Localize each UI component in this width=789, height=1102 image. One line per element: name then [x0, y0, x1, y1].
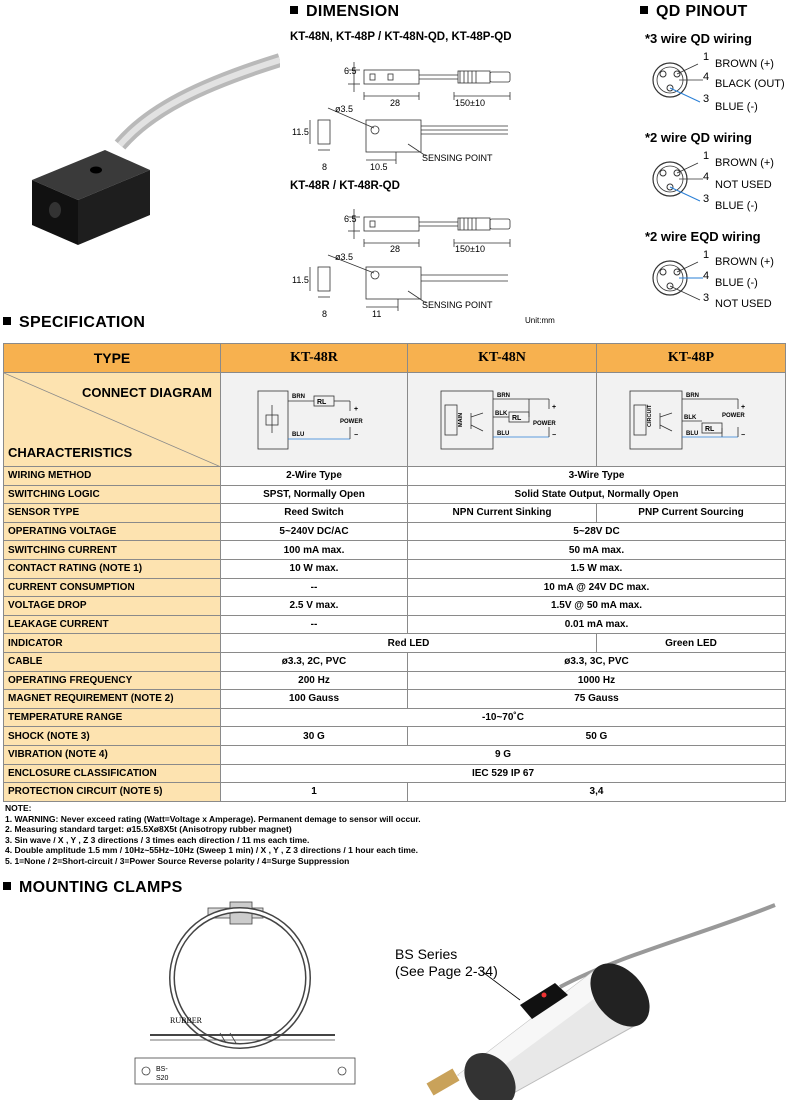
spec-cell: 5~28V DC — [408, 522, 786, 541]
spec-cell: 1 — [221, 783, 408, 802]
spec-row — [4, 783, 786, 802]
spec-cell: 3,4 — [408, 783, 786, 802]
diag-power: POWER — [533, 420, 556, 427]
spec-cell: NPN Current Sinking — [408, 504, 597, 523]
dimension-title: DIMENSION — [290, 3, 399, 21]
spec-cell: 2.5 V max. — [221, 597, 408, 616]
pin-label: BLUE (-) — [715, 200, 758, 212]
dim-a-115: 11.5 — [292, 127, 309, 137]
spec-row-label: MAGNET REQUIREMENT (NOTE 2) — [4, 690, 221, 709]
qd-group-title: *2 wire EQD wiring — [645, 229, 761, 244]
spec-row-label: SENSOR TYPE — [4, 504, 221, 523]
spec-cell: 50 G — [408, 727, 786, 746]
note-line: 5. 1=None / 2=Short-circuit / 3=Power Source Reverse polarity / 4=Surge Suppression — [5, 855, 350, 866]
connect-diagram-row — [4, 373, 786, 467]
pin-number: 3 — [703, 292, 710, 304]
dimension-model-b: KT-48R / KT-48R-QD — [290, 180, 400, 192]
spec-cell: PNP Current Sourcing — [597, 504, 786, 523]
spec-cell: 100 mA max. — [221, 541, 408, 560]
dim-a-150: 150±10 — [455, 98, 485, 108]
spec-cell: Reed Switch — [221, 504, 408, 523]
spec-row — [4, 727, 786, 746]
notes — [5, 803, 421, 866]
mounting-clamps-title: MOUNTING CLAMPS — [3, 879, 183, 897]
spec-header-row — [4, 344, 786, 373]
spec-cell: 2-Wire Type — [221, 467, 408, 486]
type-header: TYPE — [4, 344, 221, 373]
qd-group-title: *3 wire QD wiring — [645, 31, 752, 46]
spec-row-label: PROTECTION CIRCUIT (NOTE 5) — [4, 783, 221, 802]
spec-row-label: OPERATING FREQUENCY — [4, 671, 221, 690]
dim-b-11: 11 — [372, 309, 382, 319]
connect-diagram-label-cell — [4, 373, 221, 467]
dim-b-65: 6.5 — [344, 214, 357, 224]
connector-icon — [648, 58, 708, 108]
spec-row — [4, 615, 786, 634]
diag-brn: BRN — [686, 392, 699, 399]
spec-row-label: VIBRATION (NOTE 4) — [4, 745, 221, 764]
spec-row-label: ENCLOSURE CLASSIFICATION — [4, 764, 221, 783]
spec-row-label: WIRING METHOD — [4, 467, 221, 486]
model-header: KT-48R — [221, 344, 408, 373]
spec-row-label: SWITCHING LOGIC — [4, 485, 221, 504]
spec-cell: Red LED — [221, 634, 597, 653]
diag-minus: − — [552, 431, 557, 439]
note-line: 4. Double amplitude 1.5 mm / 10Hz~55Hz~10Hz (Sweep 1 min) / X , Y , Z 3 directions / 1 hour each time. — [5, 845, 419, 855]
diag-minus: − — [741, 431, 746, 439]
spec-cell: Green LED — [597, 634, 786, 653]
product-photo — [10, 50, 280, 255]
spec-cell: -- — [221, 615, 408, 634]
dim-a-sensing: SENSING POINT — [422, 153, 493, 163]
pin-label: BLUE (-) — [715, 101, 758, 113]
spec-row-label: INDICATOR — [4, 634, 221, 653]
spec-cell: Solid State Output, Normally Open — [408, 485, 786, 504]
pin-label: NOT USED — [715, 179, 772, 191]
diag-plus: + — [552, 403, 557, 411]
diagram-kt48p — [597, 373, 786, 467]
diag-power: POWER — [340, 418, 363, 425]
spec-cell: 10 mA @ 24V DC max. — [408, 578, 786, 597]
diag-main: MAIN — [458, 412, 464, 427]
notes-title: NOTE: — [5, 803, 32, 813]
pin-label: NOT USED — [715, 298, 772, 310]
spec-cell: 5~240V DC/AC — [221, 522, 408, 541]
spec-row — [4, 764, 786, 783]
spec-cell: 9 G — [221, 745, 786, 764]
qd-group-title: *2 wire QD wiring — [645, 130, 752, 145]
spec-cell: 50 mA max. — [408, 541, 786, 560]
diag-blu: BLU — [497, 430, 510, 437]
spec-cell: 10 W max. — [221, 559, 408, 578]
pin-label: BROWN (+) — [715, 157, 774, 169]
spec-row — [4, 504, 786, 523]
diag-blk: BLK — [495, 410, 508, 417]
dim-a-105: 10.5 — [370, 162, 388, 172]
spec-row — [4, 708, 786, 727]
spec-cell: -- — [221, 578, 408, 597]
pin-number: 3 — [703, 93, 710, 105]
spec-row-label: SWITCHING CURRENT — [4, 541, 221, 560]
diag-rl: RL — [512, 414, 522, 422]
dim-b-8: 8 — [322, 309, 328, 319]
pin-number: 1 — [703, 150, 710, 162]
note-line: 2. Measuring standard target: ø15.5Xø8X5t (Anisotropy rubber magnet) — [5, 824, 292, 834]
qd-pinout-title: QD PINOUT — [640, 3, 748, 21]
spec-row — [4, 652, 786, 671]
connector-icon — [648, 157, 708, 207]
spec-row-label: CURRENT CONSUMPTION — [4, 578, 221, 597]
unit-label: Unit:mm — [525, 316, 555, 325]
spec-table — [3, 343, 786, 802]
spec-row-label: SHOCK (NOTE 3) — [4, 727, 221, 746]
spec-cell: 30 G — [221, 727, 408, 746]
pin-number: 3 — [703, 193, 710, 205]
spec-cell: 1000 Hz — [408, 671, 786, 690]
dim-b-28: 28 — [390, 244, 401, 254]
pin-number: 4 — [703, 71, 710, 83]
spec-cell: 3-Wire Type — [408, 467, 786, 486]
diag-blu: BLU — [686, 430, 699, 437]
spec-cell: SPST, Normally Open — [221, 485, 408, 504]
model-header: KT-48P — [597, 344, 786, 373]
spec-row-label: TEMPERATURE RANGE — [4, 708, 221, 727]
connect-diagram-label: CONNECT DIAGRAM — [82, 385, 212, 400]
bs-label: BS- — [156, 1066, 168, 1073]
diag-rl: RL — [705, 425, 715, 433]
specification-title: SPECIFICATION — [3, 314, 145, 332]
spec-row — [4, 467, 786, 486]
rubber-label: RUBBER — [170, 1016, 203, 1025]
spec-row — [4, 522, 786, 541]
spec-row — [4, 559, 786, 578]
pin-label: BLACK (OUT) — [715, 78, 785, 90]
spec-row — [4, 578, 786, 597]
connector-icon — [648, 256, 708, 306]
model-header: KT-48N — [408, 344, 597, 373]
diag-minus: − — [354, 431, 359, 439]
spec-cell: 1.5 W max. — [408, 559, 786, 578]
dim-b-35: ø3.5 — [335, 252, 354, 262]
diagram-kt48r — [221, 373, 408, 467]
spec-row — [4, 745, 786, 764]
pin-number: 1 — [703, 249, 710, 261]
spec-cell: ø3.3, 2C, PVC — [221, 652, 408, 671]
spec-cell: 75 Gauss — [408, 690, 786, 709]
dim-b-115: 11.5 — [292, 275, 309, 285]
dimension-model-a: KT-48N, KT-48P / KT-48N-QD, KT-48P-QD — [290, 31, 512, 43]
pin-number: 1 — [703, 51, 710, 63]
bs-page-label: (See Page 2-34) — [395, 963, 498, 979]
characteristics-label: CHARACTERISTICS — [8, 445, 133, 460]
dim-b-sensing: SENSING POINT — [422, 300, 493, 310]
diag-circuit: CIRCUIT — [647, 404, 653, 427]
pin-label: BROWN (+) — [715, 256, 774, 268]
note-line: 1. WARNING: Never exceed rating (Watt=Voltage x Amperage). Permanent demage to sensor will occur. — [5, 813, 421, 824]
spec-cell: 100 Gauss — [221, 690, 408, 709]
diag-power: POWER — [722, 412, 745, 419]
diag-plus: + — [741, 403, 746, 411]
diagram-kt48n — [408, 373, 597, 467]
spec-row — [4, 541, 786, 560]
spec-cell: ø3.3, 3C, PVC — [408, 652, 786, 671]
pin-label: BROWN (+) — [715, 58, 774, 70]
pin-number: 4 — [703, 270, 710, 282]
spec-cell: 200 Hz — [221, 671, 408, 690]
dim-a-35: ø3.5 — [335, 104, 354, 114]
spec-row — [4, 671, 786, 690]
dim-b-150: 150±10 — [455, 244, 485, 254]
diag-blu: BLU — [292, 431, 305, 438]
dim-a-8: 8 — [322, 162, 328, 172]
pin-number: 4 — [703, 171, 710, 183]
diag-blk: BLK — [684, 414, 697, 421]
note-line: 3. Sin wave / X , Y , Z 3 directions / 3 times each direction / 11 ms each time. — [5, 834, 310, 845]
diag-brn: BRN — [292, 393, 305, 400]
spec-row-label: CABLE — [4, 652, 221, 671]
diag-brn: BRN — [497, 392, 510, 399]
spec-cell: 1.5V @ 50 mA max. — [408, 597, 786, 616]
spec-row-label: CONTACT RATING (NOTE 1) — [4, 559, 221, 578]
pin-label: BLUE (-) — [715, 277, 758, 289]
spec-cell: -10~70˚C — [221, 708, 786, 727]
dim-a-65: 6.5 — [344, 66, 357, 76]
spec-row-label: LEAKAGE CURRENT — [4, 615, 221, 634]
bs-series-label: BS Series — [395, 946, 458, 962]
diag-plus: + — [354, 405, 359, 413]
spec-row-label: OPERATING VOLTAGE — [4, 522, 221, 541]
spec-row — [4, 597, 786, 616]
spec-row — [4, 485, 786, 504]
dim-a-28: 28 — [390, 98, 401, 108]
spec-row — [4, 634, 786, 653]
cylinder-photo — [420, 895, 780, 1100]
diag-rl: RL — [317, 398, 327, 406]
spec-row — [4, 690, 786, 709]
s20-label: S20 — [156, 1075, 169, 1082]
spec-row-label: VOLTAGE DROP — [4, 597, 221, 616]
spec-cell: 0.01 mA max. — [408, 615, 786, 634]
spec-cell: IEC 529 IP 67 — [221, 764, 786, 783]
